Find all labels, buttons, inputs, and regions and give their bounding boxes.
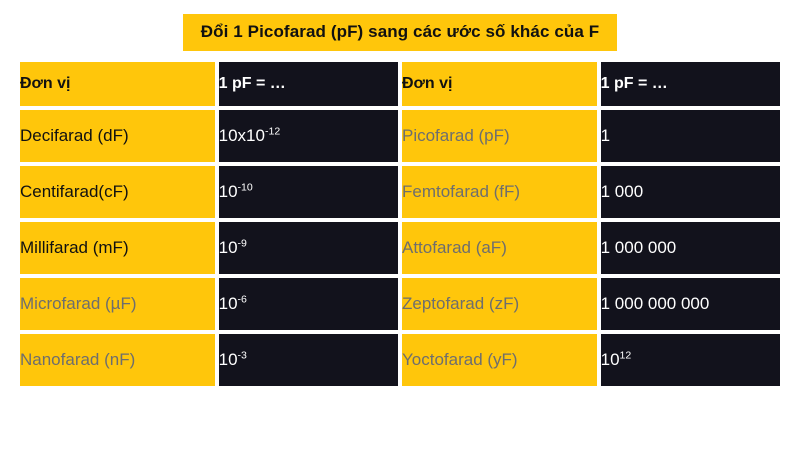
value-right-base: 1 000 000 xyxy=(600,238,677,258)
header-value-right: 1 pF = … xyxy=(599,60,782,108)
value-left xyxy=(217,164,400,220)
table-row xyxy=(18,164,782,220)
unit-left: Nanofarad (nF) xyxy=(18,332,217,388)
value-left xyxy=(217,332,400,388)
value-left-exponent: -9 xyxy=(237,237,247,250)
unit-left: Millifarad (mF) xyxy=(18,220,217,276)
value-left-exponent: -12 xyxy=(264,125,281,138)
value-right-base: 1 000 xyxy=(600,182,644,202)
unit-right: Picofarad (pF) xyxy=(400,108,599,164)
table-row xyxy=(18,220,782,276)
value-left-base: 10 xyxy=(218,182,238,202)
value-right-base: 10 xyxy=(600,350,620,370)
unit-left: Centifarad(cF) xyxy=(18,164,217,220)
table-row xyxy=(18,332,782,388)
header-value-left: 1 pF = … xyxy=(217,60,400,108)
value-left-base: 10 xyxy=(218,294,238,314)
value-left xyxy=(217,108,400,164)
value-left-exponent: -6 xyxy=(237,293,247,306)
unit-right: Femtofarad (fF) xyxy=(400,164,599,220)
value-right xyxy=(599,164,782,220)
unit-right: Yoctofarad (yF) xyxy=(400,332,599,388)
value-right-base: 1 xyxy=(600,126,611,146)
value-left-base: 10 xyxy=(218,350,238,370)
unit-left: Decifarad (dF) xyxy=(18,108,217,164)
header-unit-left: Đơn vị xyxy=(18,60,217,108)
header-unit-right: Đơn vị xyxy=(400,60,599,108)
unit-right: Zeptofarad (zF) xyxy=(400,276,599,332)
value-left xyxy=(217,220,400,276)
value-right-base: 1 000 000 000 xyxy=(600,294,710,314)
unit-right: Attofarad (aF) xyxy=(400,220,599,276)
value-left-exponent: -10 xyxy=(237,181,253,194)
value-left-exponent: -3 xyxy=(237,349,247,362)
page-title: Đổi 1 Picofarad (pF) sang các ước số khác của F xyxy=(183,14,618,51)
table-row xyxy=(18,108,782,164)
value-right xyxy=(599,108,782,164)
value-right xyxy=(599,276,782,332)
table-header-row xyxy=(18,60,782,108)
table-row xyxy=(18,276,782,332)
unit-left: Microfarad (µF) xyxy=(18,276,217,332)
value-left-base: 10 xyxy=(218,238,238,258)
value-right xyxy=(599,332,782,388)
value-right xyxy=(599,220,782,276)
value-right-exponent: 12 xyxy=(619,349,632,362)
value-left-base: 10x10 xyxy=(218,126,265,146)
title-container xyxy=(0,14,800,51)
conversion-table xyxy=(18,60,782,388)
value-left xyxy=(217,276,400,332)
